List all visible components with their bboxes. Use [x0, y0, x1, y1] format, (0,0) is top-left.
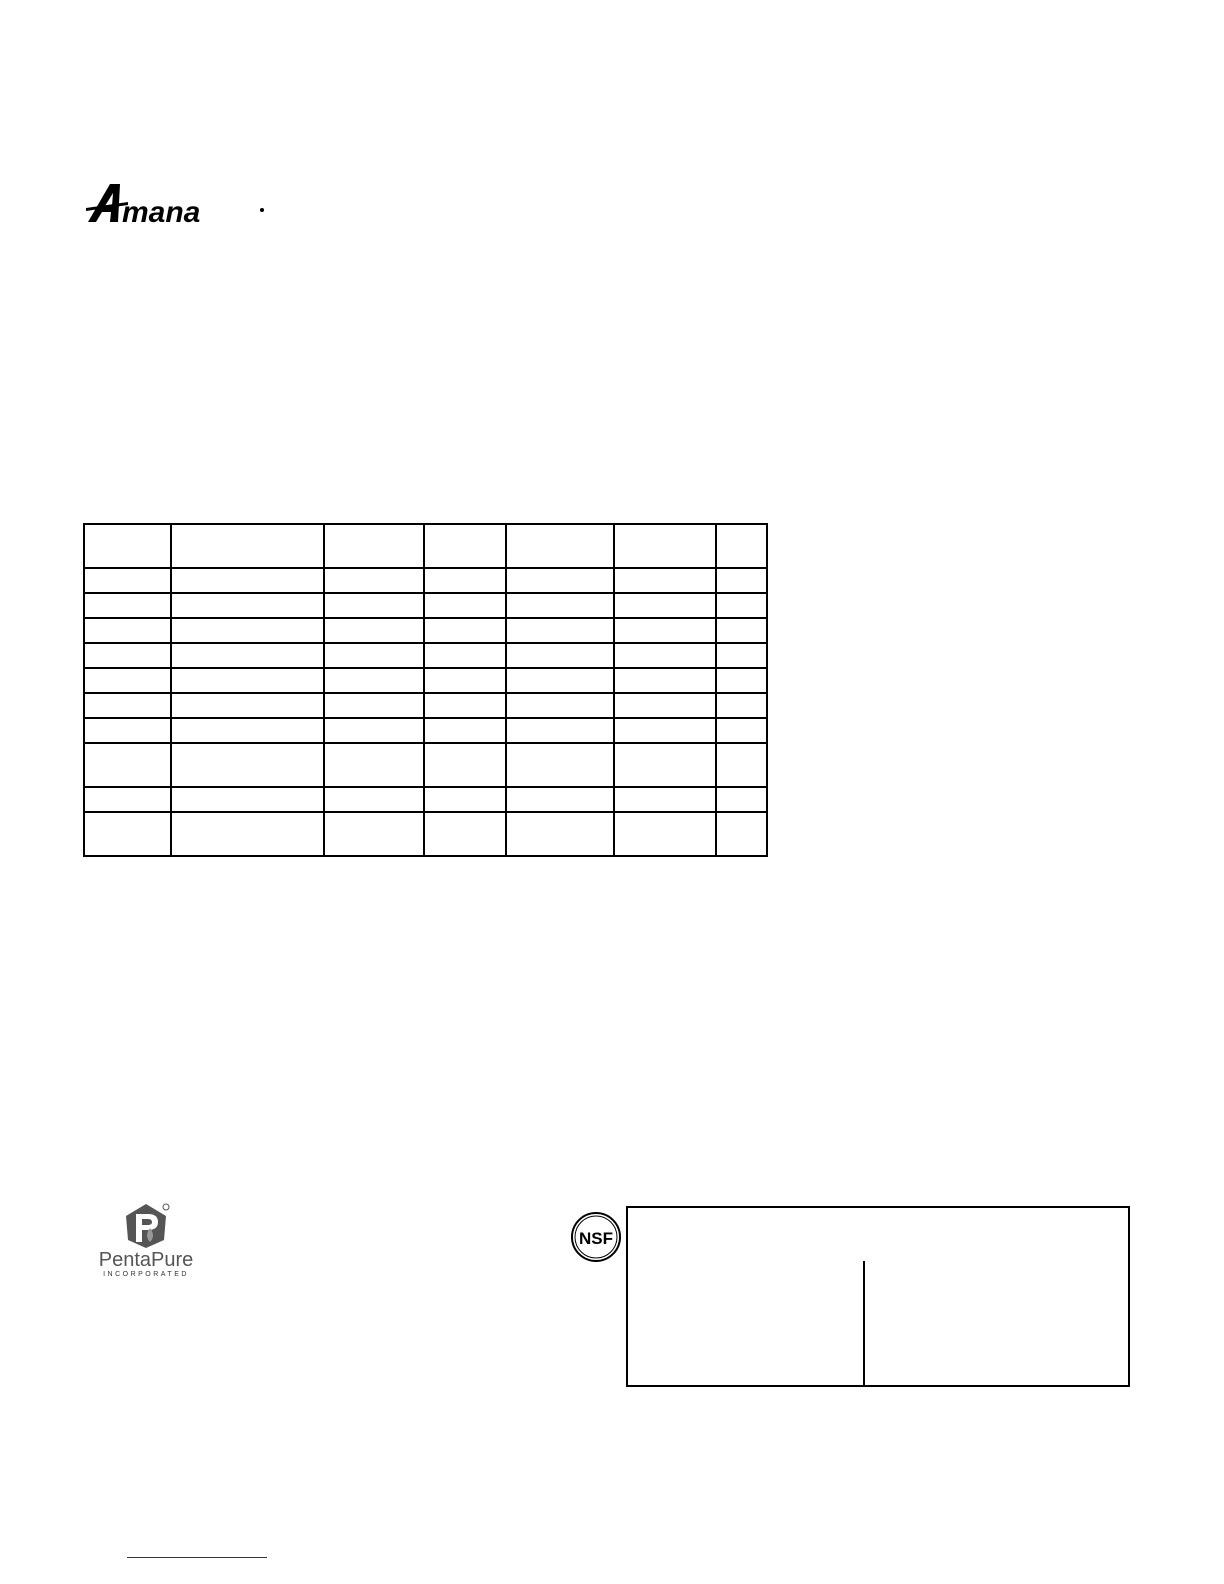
table-row — [84, 593, 767, 618]
table-cell — [716, 568, 767, 593]
table-cell — [84, 812, 171, 856]
table-cell — [84, 568, 171, 593]
table-cell — [506, 743, 614, 787]
table-cell — [716, 524, 767, 568]
table-row — [84, 718, 767, 743]
footer-link-underline — [127, 1557, 267, 1558]
table-row — [84, 618, 767, 643]
table-cell — [716, 668, 767, 693]
table-cell — [171, 743, 324, 787]
table-cell — [716, 743, 767, 787]
table-cell — [614, 787, 716, 812]
table-row — [84, 568, 767, 593]
table-cell — [324, 787, 424, 812]
table-cell — [506, 718, 614, 743]
table-cell — [84, 743, 171, 787]
svg-text:mana: mana — [122, 196, 201, 228]
table-cell — [84, 524, 171, 568]
table-cell — [614, 568, 716, 593]
table-cell — [716, 787, 767, 812]
table-cell — [324, 743, 424, 787]
pentapure-logo — [82, 1198, 210, 1280]
table-cell — [84, 787, 171, 812]
svg-text:PentaPure: PentaPure — [98, 1249, 194, 1271]
table-cell — [171, 812, 324, 856]
table-cell — [424, 787, 506, 812]
table-cell — [324, 618, 424, 643]
table-cell — [171, 718, 324, 743]
table-cell — [84, 668, 171, 693]
table-cell — [424, 718, 506, 743]
table-cell — [84, 693, 171, 718]
table-cell — [716, 718, 767, 743]
nsf-certification-icon — [569, 1210, 623, 1264]
table-cell — [614, 668, 716, 693]
table-cell — [424, 618, 506, 643]
table-cell — [716, 693, 767, 718]
table-cell — [506, 568, 614, 593]
table-cell — [424, 568, 506, 593]
table-cell — [614, 618, 716, 643]
table-cell — [324, 568, 424, 593]
amana-logo — [84, 178, 266, 228]
table-cell — [171, 568, 324, 593]
table-cell — [716, 812, 767, 856]
table-cell — [614, 593, 716, 618]
table-cell — [506, 618, 614, 643]
table-cell — [171, 693, 324, 718]
table-cell — [424, 812, 506, 856]
table-cell — [716, 618, 767, 643]
table-row — [84, 787, 767, 812]
table-cell — [324, 693, 424, 718]
table-row — [84, 693, 767, 718]
table-cell — [716, 643, 767, 668]
table-cell — [171, 593, 324, 618]
table-cell — [506, 668, 614, 693]
table-cell — [324, 718, 424, 743]
table-cell — [614, 812, 716, 856]
table-cell — [424, 524, 506, 568]
table-cell — [171, 787, 324, 812]
table-row — [84, 743, 767, 787]
table-cell — [614, 524, 716, 568]
data-table — [83, 523, 768, 857]
table-cell — [506, 524, 614, 568]
table-cell — [506, 812, 614, 856]
table-cell — [614, 693, 716, 718]
table-cell — [171, 524, 324, 568]
table-cell — [324, 812, 424, 856]
table-header-row — [84, 524, 767, 568]
table-cell — [614, 743, 716, 787]
table-cell — [324, 643, 424, 668]
table-cell — [324, 524, 424, 568]
table-cell — [84, 618, 171, 643]
table-cell — [171, 643, 324, 668]
table-cell — [506, 693, 614, 718]
table-cell — [324, 593, 424, 618]
table-cell — [424, 743, 506, 787]
table-cell — [506, 593, 614, 618]
table-cell — [424, 668, 506, 693]
table-cell — [506, 787, 614, 812]
certification-box-divider — [863, 1261, 865, 1385]
table-cell — [424, 693, 506, 718]
table-cell — [171, 618, 324, 643]
svg-text:INCORPORATED: INCORPORATED — [103, 1271, 189, 1278]
table-cell — [84, 718, 171, 743]
table-cell — [506, 643, 614, 668]
table-row — [84, 668, 767, 693]
table-cell — [171, 668, 324, 693]
table-cell — [424, 593, 506, 618]
table-cell — [84, 593, 171, 618]
table-cell — [716, 593, 767, 618]
certification-box — [626, 1206, 1130, 1387]
table-row — [84, 812, 767, 856]
table-row — [84, 643, 767, 668]
table-cell — [614, 718, 716, 743]
table-cell — [424, 643, 506, 668]
table-cell — [614, 643, 716, 668]
table-cell — [84, 643, 171, 668]
table-cell — [324, 668, 424, 693]
svg-text:NSF: NSF — [579, 1229, 613, 1248]
